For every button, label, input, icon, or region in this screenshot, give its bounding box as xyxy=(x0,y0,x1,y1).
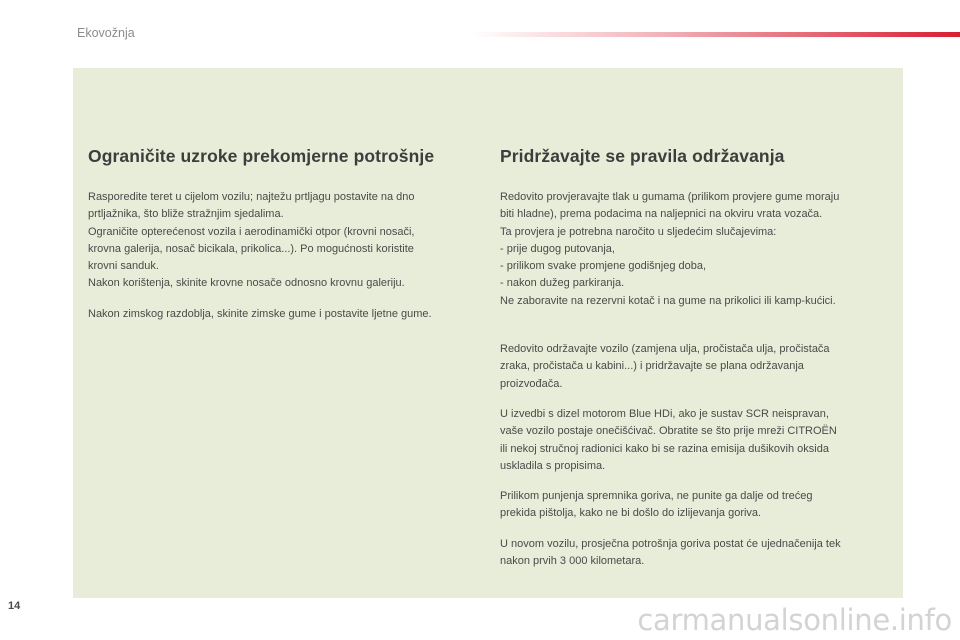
text-line: Redovito održavajte vozilo (zamjena ulja, pročistača ulja, pročistača xyxy=(500,343,830,356)
text-line: nakon prvih 3 000 kilometara. xyxy=(500,555,645,568)
text-line: Ta provjera je potrebna naročito u sljedećim slučajevima: xyxy=(500,225,777,238)
left-heading: Ograničite uzroke prekomjerne potrošnje xyxy=(88,146,435,166)
text-line: Redovito provjeravajte tlak u gumama (prilikom provjere gume moraju xyxy=(500,191,840,203)
left-column xyxy=(88,146,478,323)
right-column xyxy=(500,146,895,570)
right-paragraph-1 xyxy=(500,189,895,310)
text-line: U izvedbi s dizel motorom Blue HDi, ako je sustav SCR neispravan, xyxy=(500,407,829,420)
text-line: Ograničite opterećenost vozila i aerodinamički otpor (krovni nosači, xyxy=(88,225,415,238)
list-item: - nakon dužeg parkiranja. xyxy=(500,277,625,290)
text-line: krovna galerija, nosač bicikala, prikolica...). Po mogućnosti koristite xyxy=(88,242,414,255)
text-line: Nakon zimskog razdoblja, skinite zimske gume i postavite ljetne gume. xyxy=(88,307,432,320)
text-line: Prilikom punjenja spremnika goriva, ne punite ga dalje od trećeg xyxy=(500,490,813,503)
right-paragraph-2 xyxy=(500,341,895,393)
left-paragraph-1 xyxy=(88,189,478,293)
header-accent-bar xyxy=(470,32,960,37)
right-paragraph-5 xyxy=(500,536,895,571)
text-line: proizvođača. xyxy=(500,377,563,390)
text-line: biti hladne), prema podacima na naljepnici na okviru vrata vozača. xyxy=(500,208,823,221)
right-paragraph-4 xyxy=(500,488,895,523)
text-line: krovni sanduk. xyxy=(88,260,159,273)
text-line: Nakon korištenja, skinite krovne nosače odnosno krovnu galeriju. xyxy=(88,277,405,290)
text-line: Ne zaboravite na rezervni kotač i na gume na prikolici ili kamp-kućici. xyxy=(500,294,836,307)
left-paragraph-2 xyxy=(88,306,478,323)
section-title: Ekovožnja xyxy=(77,26,135,40)
watermark: carmanualsonline.info xyxy=(637,603,952,637)
text-line: Rasporedite teret u cijelom vozilu; najtežu prtljagu postavite na dno xyxy=(88,191,415,203)
right-heading: Pridržavajte se pravila održavanja xyxy=(500,146,785,166)
text-line: uskladila s propisima. xyxy=(500,459,606,472)
text-line: ili nekoj stručnoj radionici kako bi se razina emisija dušikovih oksida xyxy=(500,442,829,455)
page-number: 14 xyxy=(8,600,21,612)
right-paragraph-3 xyxy=(500,406,895,475)
list-item: - prilikom svake promjene godišnjeg doba, xyxy=(500,260,707,273)
text-line: zraka, pročistača u kabini...) i pridržavajte se plana održavanja xyxy=(500,360,804,373)
text-line: vaše vozilo postaje onečišćivač. Obratite se što prije mreži CITROËN xyxy=(500,425,837,438)
text-line: prekida pištolja, kako ne bi došlo do izlijevanja goriva. xyxy=(500,507,762,520)
list-item: - prije dugog putovanja, xyxy=(500,242,615,255)
text-line: U novom vozilu, prosječna potrošnja goriva postat će ujednačenija tek xyxy=(500,537,841,550)
text-line: prtljažnika, što bliže stražnjim sjedalima. xyxy=(88,208,284,221)
